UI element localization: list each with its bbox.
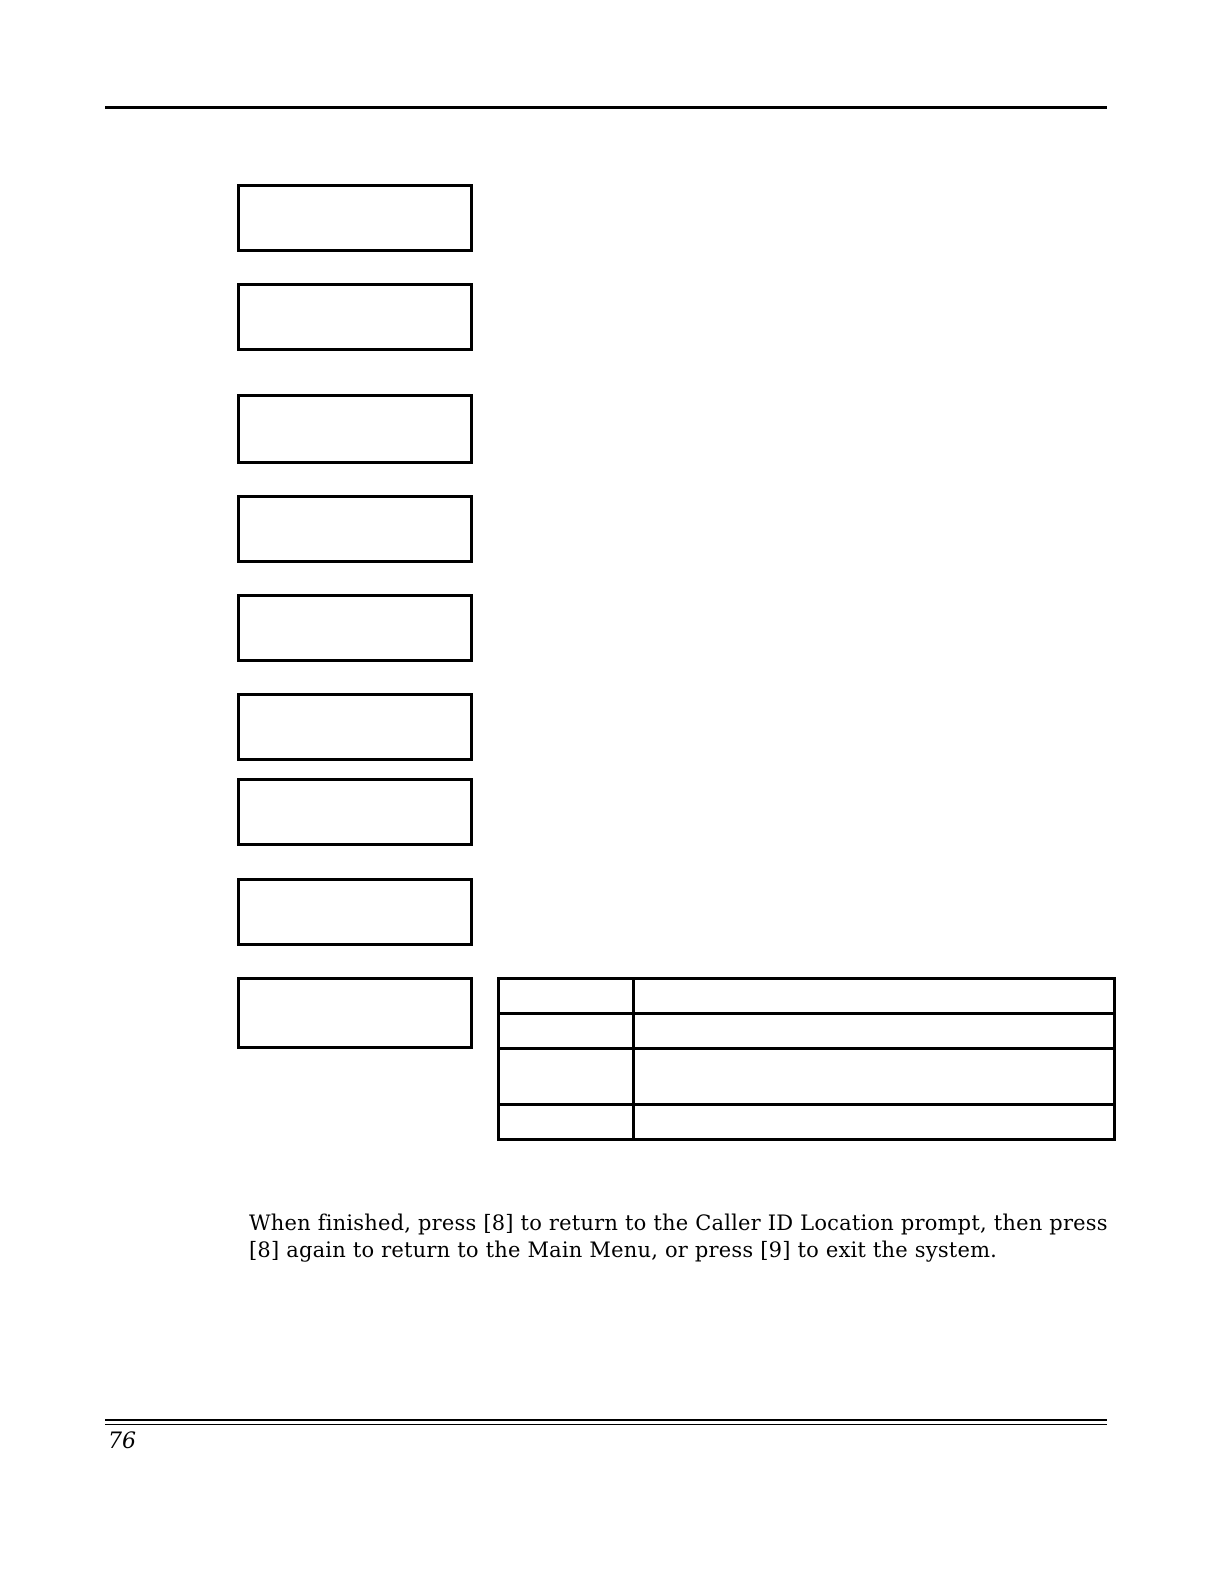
lcd-display-box <box>237 693 473 761</box>
table-cell-key <box>499 979 634 1014</box>
table-row <box>499 979 1115 1014</box>
lcd-display-box <box>237 495 473 563</box>
lcd-display-box <box>237 283 473 351</box>
page-number: 76 <box>108 1429 136 1454</box>
table-cell-description <box>634 979 1115 1014</box>
table-row <box>499 1105 1115 1140</box>
lcd-display-box <box>237 394 473 464</box>
table-row <box>499 1049 1115 1105</box>
lcd-display-box <box>237 878 473 946</box>
table-cell-description <box>634 1014 1115 1049</box>
lcd-display-box <box>237 778 473 846</box>
lcd-display-box <box>237 594 473 662</box>
header-rule <box>105 106 1107 109</box>
table-cell-key <box>499 1105 634 1140</box>
table-cell-description <box>634 1049 1115 1105</box>
options-table <box>497 977 1116 1141</box>
instructions-paragraph: When finished, press [8] to return to the Caller ID Location prompt, then press [8] again to return to the Main Menu, or press [9] to exit the system. <box>249 1211 1108 1262</box>
table-cell-key <box>499 1014 634 1049</box>
table-row <box>499 1014 1115 1049</box>
lcd-display-box <box>237 977 473 1049</box>
lcd-display-box <box>237 184 473 252</box>
table-cell-key <box>499 1049 634 1105</box>
table-cell-description <box>634 1105 1115 1140</box>
footer-rule <box>105 1419 1107 1421</box>
footer-rule-thin <box>105 1424 1107 1425</box>
